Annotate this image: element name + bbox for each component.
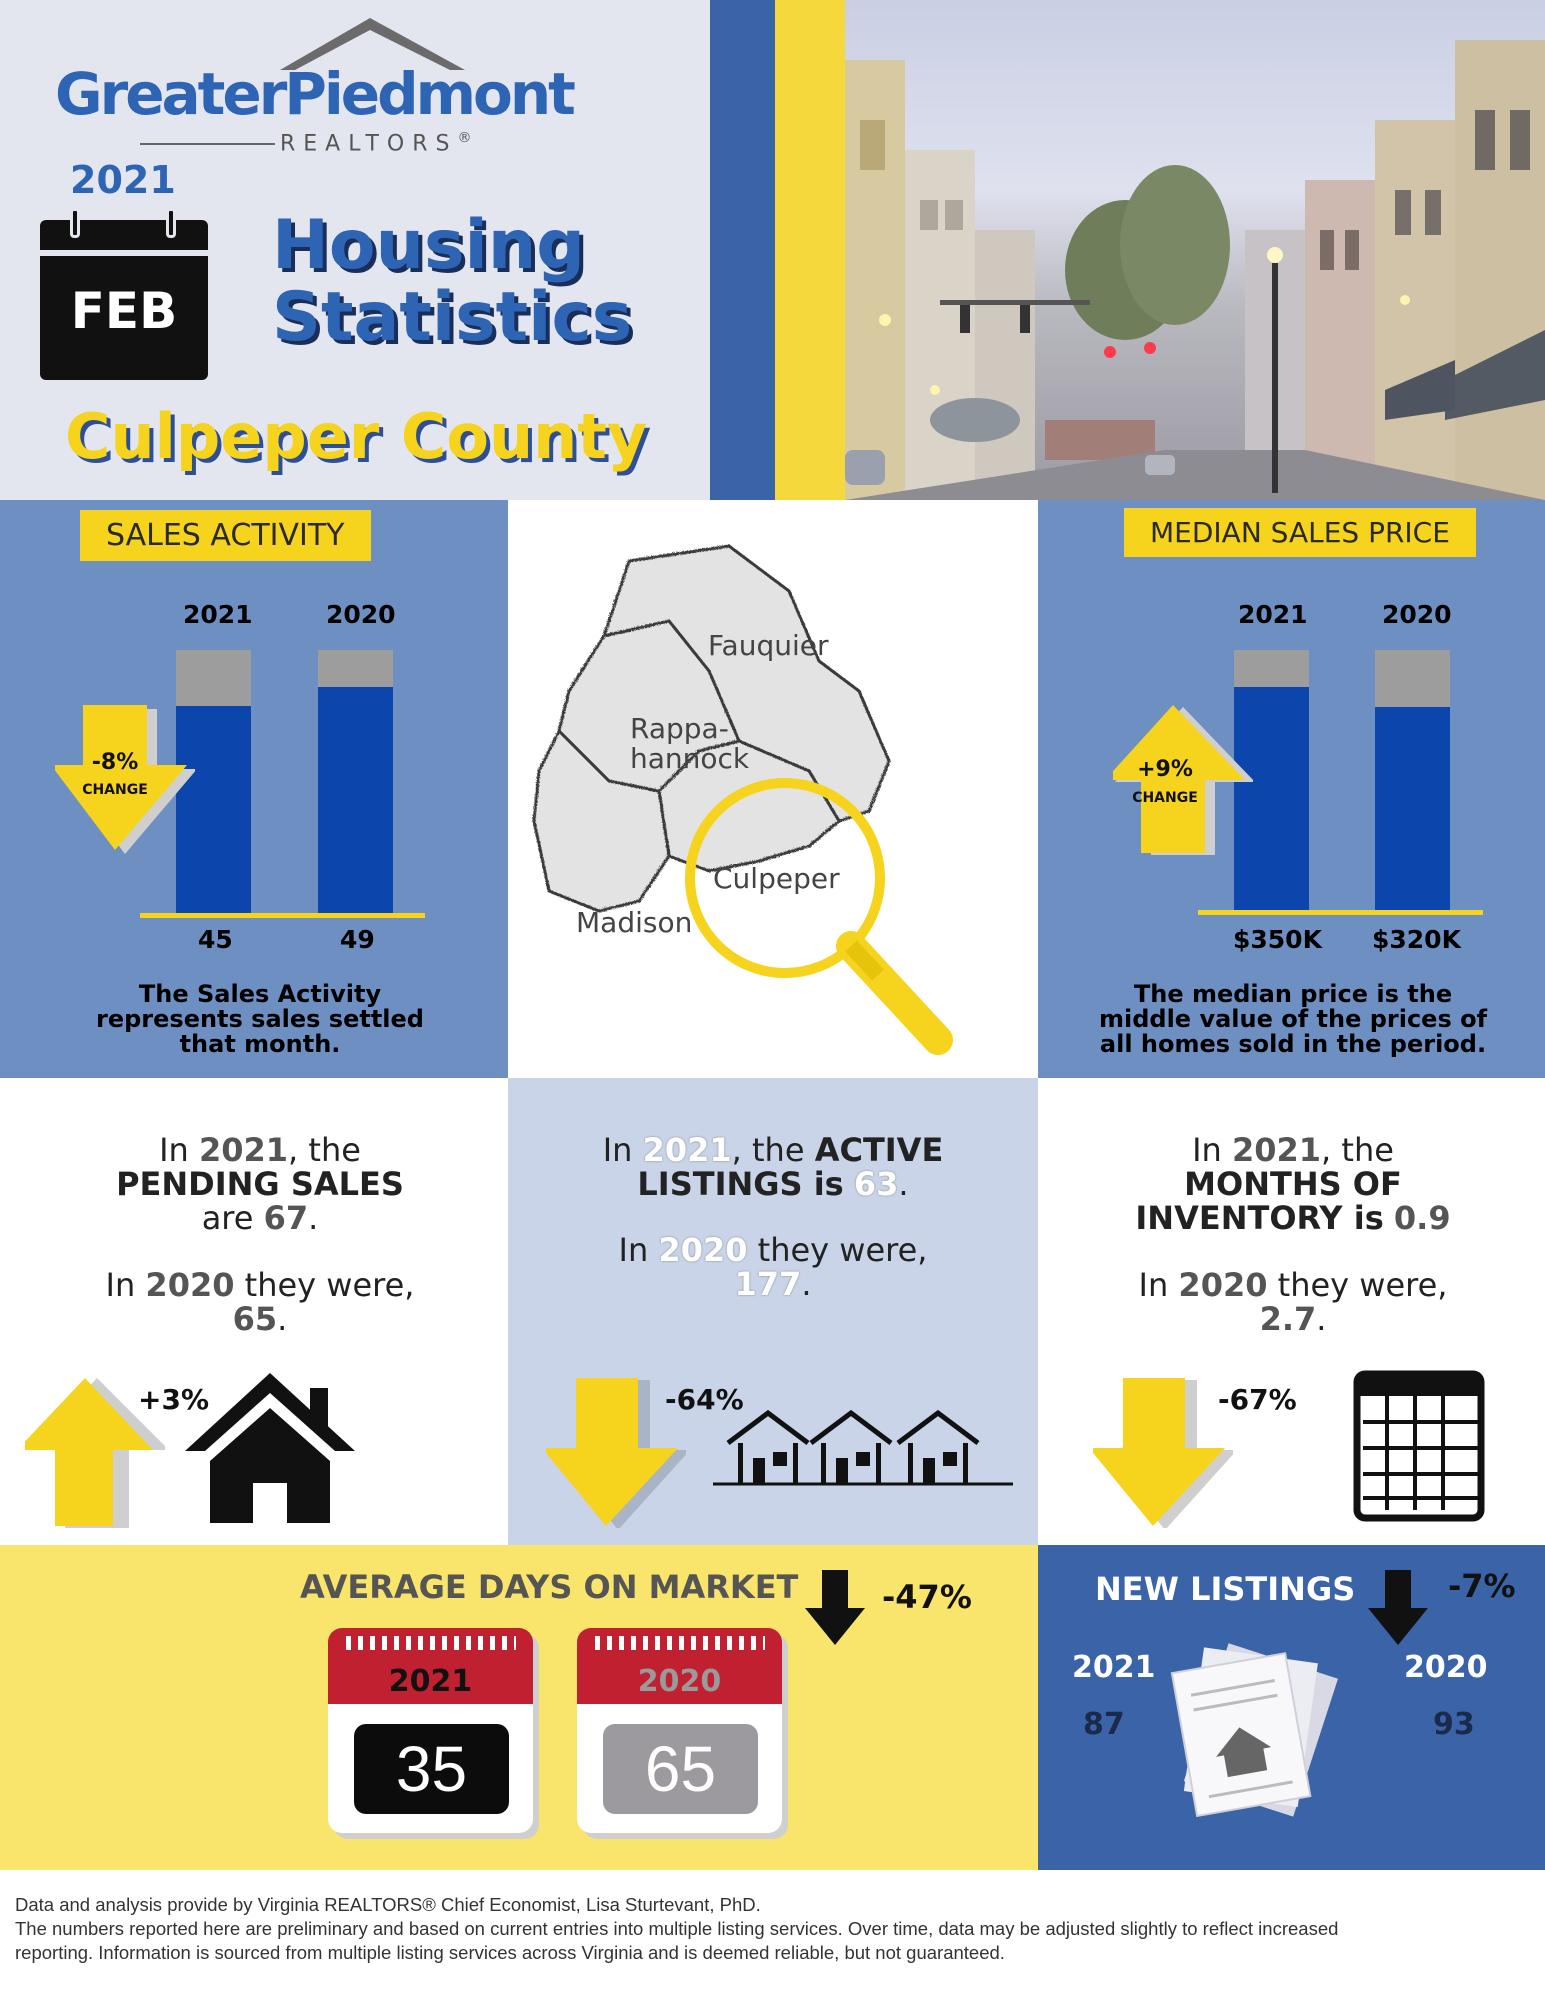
days-on-market-title: AVERAGE DAYS ON MARKET [300, 1568, 799, 1606]
footer-line-3: reporting. Information is sourced from multiple listing services across Virginia and is deemed reliable, but not guaranteed. [15, 1942, 1005, 1963]
county-map [508, 500, 1038, 1078]
logo-divider [140, 143, 275, 145]
inventory-statement-2021 [1063, 1133, 1523, 1235]
text-in: In [159, 1131, 189, 1169]
active-statement-2020 [538, 1233, 1008, 1301]
calendar-grid-icon [1353, 1370, 1488, 1525]
map-label-rappahannock-2: hannock [630, 742, 750, 775]
price-caption-line-3: all homes sold in the period. [1099, 1030, 1487, 1058]
map-label-rappahannock-1: Rappa- [630, 712, 729, 745]
text-dot: . [1316, 1300, 1327, 1338]
median-price-panel [1038, 500, 1545, 1078]
county-map-panel [508, 500, 1038, 1078]
calendar-rings [595, 1636, 765, 1650]
text-the: , the [731, 1131, 805, 1169]
footer-disclaimer [15, 1893, 1530, 1965]
price-change-value: +9% [1137, 757, 1193, 782]
text-in: In [602, 1131, 633, 1169]
pending-sales-label: PENDING SALES [116, 1165, 404, 1203]
footer-line-2: The numbers reported here are preliminary and based on current entries into multiple listing services. Over time, data may be adjusted slightly to reflect increased [15, 1918, 1339, 1939]
calendar-ring-icon [70, 208, 80, 238]
registered-mark: ® [457, 130, 472, 146]
price-caption [1063, 982, 1523, 1057]
sales-caption-line-3: that month. [179, 1030, 341, 1058]
inventory-year-2020: 2020 [1178, 1266, 1268, 1304]
new-listings-title: NEW LISTINGS [1095, 1570, 1356, 1608]
inventory-value-2020: 2.7 [1259, 1300, 1317, 1338]
sales-caption [40, 982, 480, 1057]
text-in: In [618, 1231, 649, 1269]
calendar-divider [40, 250, 208, 256]
new-listings-change: -7% [1448, 1567, 1516, 1605]
dom-value-2020: 65 [603, 1724, 758, 1814]
sales-bar-2020-fill [318, 687, 393, 915]
calendar-2021-icon [328, 1628, 533, 1833]
sales-activity-panel [0, 500, 508, 1078]
active-listings-panel [508, 1078, 1038, 1545]
brand-logo-text: GreaterPiedmont [55, 60, 573, 128]
active-statement-2021 [538, 1133, 1008, 1201]
price-year-2020: 2020 [1382, 600, 1452, 629]
pending-value-2020: 65 [232, 1300, 278, 1338]
dom-year-2020: 2020 [637, 1664, 722, 1699]
sales-year-2021: 2021 [183, 600, 253, 629]
active-value-2020: 177 [734, 1265, 802, 1303]
header-stripe [710, 0, 775, 500]
sales-caption-line-2: represents sales settled [96, 1005, 424, 1033]
months-inventory-panel [1038, 1078, 1545, 1545]
houses-row-icon [713, 1408, 1013, 1488]
footer-line-1: Data and analysis provide by Virginia REALTORS® Chief Economist, Lisa Sturtevant, PhD. [15, 1894, 761, 1915]
down-arrow-icon [1093, 1378, 1233, 1528]
median-price-label: MEDIAN SALES PRICE [1124, 508, 1476, 557]
sales-value-2020: 49 [340, 925, 375, 954]
brand-sub: REALTORS [280, 131, 458, 157]
calendar-ring-icon [166, 208, 176, 238]
text-they-were: they were, [757, 1231, 928, 1269]
price-caption-line-1: The median price is the [1133, 980, 1453, 1008]
active-change: -64% [665, 1383, 744, 1416]
new-listings-panel [1038, 1545, 1545, 1870]
inventory-value-2021: 0.9 [1393, 1199, 1451, 1237]
text-dot: . [801, 1265, 812, 1303]
active-label: ACTIVE [814, 1131, 944, 1169]
dom-year-2021: 2021 [388, 1664, 473, 1699]
price-value-2020: $320K [1372, 925, 1461, 954]
price-year-2021: 2021 [1238, 600, 1308, 629]
price-baseline [1198, 910, 1483, 915]
text-the: , the [1321, 1131, 1394, 1169]
sales-value-2021: 45 [198, 925, 233, 954]
price-bar-2020 [1375, 650, 1450, 915]
price-value-2021: $350K [1233, 925, 1322, 954]
text-dot: . [277, 1300, 288, 1338]
pending-year-2020: 2020 [145, 1266, 235, 1304]
title-line-2: Statistics [272, 278, 633, 357]
listings-label: LISTINGS is [637, 1165, 844, 1203]
text-the: , the [288, 1131, 361, 1169]
down-arrow-icon [55, 705, 195, 855]
dom-value-2021: 35 [354, 1724, 509, 1814]
new-listings-year-2021: 2021 [1072, 1650, 1156, 1685]
house-icon [185, 1373, 355, 1523]
text-dot: . [308, 1199, 319, 1237]
pending-statement-2021 [30, 1133, 490, 1235]
price-caption-line-2: middle value of the prices of [1098, 1005, 1488, 1033]
active-year-2020: 2020 [658, 1231, 748, 1269]
brand-logo-subtext [280, 130, 471, 156]
new-listings-value-2020: 93 [1433, 1707, 1475, 1742]
header-stripe-accent [775, 0, 845, 500]
calendar-2020-icon [577, 1628, 782, 1833]
active-value-2021: 63 [853, 1165, 899, 1203]
inventory-label: INVENTORY is [1135, 1199, 1384, 1237]
new-listings-year-2020: 2020 [1404, 1650, 1488, 1685]
report-month: FEB [70, 282, 178, 340]
map-label-madison: Madison [576, 906, 693, 939]
down-arrow-icon [805, 1570, 865, 1645]
active-year-2021: 2021 [642, 1131, 732, 1169]
pending-value-2021: 67 [263, 1199, 309, 1237]
sales-caption-line-1: The Sales Activity [138, 980, 382, 1008]
down-arrow-icon [1368, 1570, 1428, 1645]
pending-year-2021: 2021 [198, 1131, 289, 1169]
county-name: Culpeper County [65, 400, 648, 473]
price-change-word: CHANGE [1132, 790, 1198, 806]
text-in: In [1192, 1131, 1222, 1169]
new-listings-value-2021: 87 [1083, 1707, 1125, 1742]
inventory-change: -67% [1218, 1383, 1297, 1416]
sales-year-2020: 2020 [326, 600, 396, 629]
sales-activity-label: SALES ACTIVITY [80, 510, 371, 561]
text-in: In [105, 1266, 136, 1304]
text-dot: . [898, 1165, 909, 1203]
title-line-1: Housing [272, 206, 585, 285]
pending-statement-2020 [30, 1268, 490, 1336]
inventory-statement-2020 [1063, 1268, 1523, 1336]
sales-baseline [140, 913, 425, 918]
months-of-label: MONTHS OF [1184, 1165, 1402, 1203]
sales-bar-2020 [318, 650, 393, 915]
pending-change: +3% [138, 1383, 209, 1416]
town-street-photo [845, 0, 1545, 500]
sales-change-value: -8% [91, 750, 139, 775]
map-label-fauquier: Fauquier [708, 629, 829, 662]
pending-sales-panel [0, 1078, 508, 1545]
calendar-rings [346, 1636, 516, 1650]
text-are: are [201, 1199, 254, 1237]
price-bar-2020-fill [1375, 707, 1450, 915]
text-they-were: they were, [1277, 1266, 1448, 1304]
documents-icon [1163, 1630, 1343, 1830]
days-on-market-change: -47% [882, 1578, 972, 1616]
page-title [272, 206, 633, 357]
map-label-culpeper: Culpeper [713, 862, 840, 895]
text-in: In [1138, 1266, 1169, 1304]
month-calendar-icon [40, 220, 208, 380]
report-year: 2021 [70, 158, 176, 202]
street-photo-illustration [845, 0, 1545, 500]
text-they-were: they were, [244, 1266, 415, 1304]
sales-change-word: CHANGE [82, 782, 148, 798]
inventory-year-2021: 2021 [1231, 1131, 1322, 1169]
